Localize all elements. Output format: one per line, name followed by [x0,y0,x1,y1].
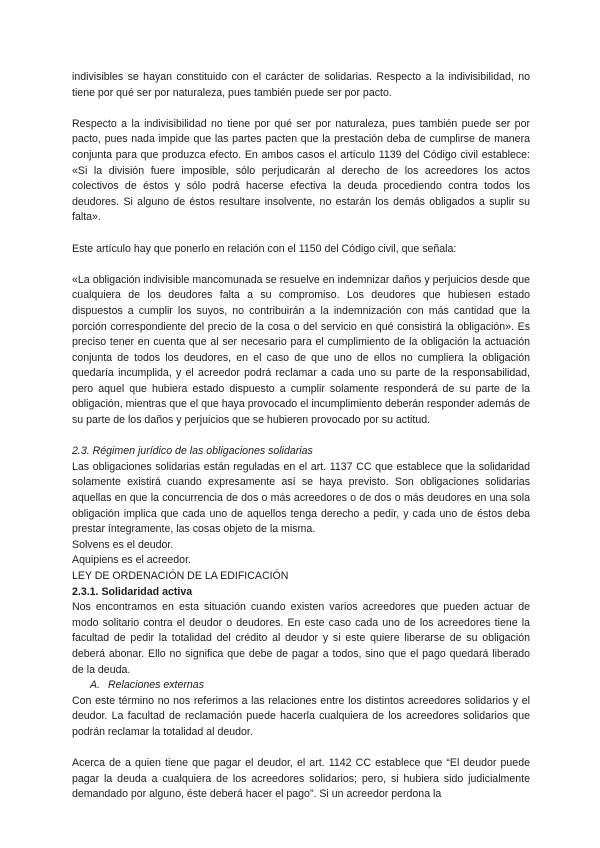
section-heading-regimen-juridico: 2.3. Régimen jurídico de las obligaciones solidarias [72,445,313,458]
item-heading-title: Relaciones externas [108,679,204,692]
document-page [72,70,530,803]
paragraph-relaciones-externas: Con este término no nos referimos a las relaciones entre los distintos acreedores solidarios y el deudor. La facultad de reclamación puede hacerla cualquiera de los acreedores solidarios que podrán reclamar la totalidad al deudor. [72,694,530,738]
paragraph-indivisibles: indivisibles se hayan constituido con el carácter de solidarias. Respecto a la indivisibilidad, no tiene por qué ser por naturaleza, pues también puede ser por pacto. [72,71,530,99]
paragraph-quote-1150: «La obligación indivisible mancomunada se resuelve en indemnizar daños y perjuicios desde que cualquiera de los deudores falta a su compromiso. Los deudores que hubiesen estado dispuestos a cumplir los suyos, no contribuirán a la indemnización con más cantidad que la porción correspondiente del precio de la cosa o del servicio en qué consistirá la obligación». Es preciso tener en cuenta que al ser necesario para el cumplimiento de la obligación la actuación conjunta de todos los deudores, en el caso de que uno de ellos no cumpliera la obligación quedaría incumplida, y el acreedor podrá reclamar a cada uno su parte de la responsabilidad, pero aquel que hubiera estado dispuesto a cumplir solamente responderá de su parte de la obligación, mientras que el que haya provocado el incumplimiento deberán responder además de su parte de los daños y perjuicios que se hubieren provocado por su actitud. [72,273,530,427]
paragraph-obligaciones-solidarias: Las obligaciones solidarias están reguladas en el art. 1137 CC que establece que la solidaridad solamente existirá cuando expresamente así se haya previsto. Son obligaciones solidarias aquellas en que la concurrencia de dos o más acreedores o de dos o más deudores en una sola obligación implica que cada uno de aquellos tenga derecho a pedir, y cada uno de éstos deba prestar íntegramente, las cosas objeto de la misma. [72,460,530,536]
line-solvens: Solvens es el deudor. [72,538,174,551]
subsection-heading-solidaridad-activa: 2.3.1. Solidaridad activa [72,585,193,598]
item-heading-number: A. [90,679,101,692]
paragraph-relacion-1150: Este artículo hay que ponerlo en relación con el 1150 del Código civil, que señala: [72,242,457,255]
line-aquipiens: Aquipiens es el acreedor. [72,554,191,567]
item-heading-relaciones-externas [72,678,530,694]
paragraph-pago-deudor: Acerca de a quien tiene que pagar el deudor, el art. 1142 CC establece que “El deudor puede pagar la deuda a cualquiera de los acreedores solidarios; pero, si hubiera sido judicialmente demandado por alguno, éste deberá hacer el pago”. Si un acreedor perdona la [72,757,530,801]
paragraph-solidaridad-activa: Nos encontramos en esta situación cuando existen varios acreedores que pueden actuar de modo solitario contra el deudor o deudores. En este caso cada uno de los acreedores tiene la facultad de pedir la totalidad del crédito al deudor y si este quiere liberarse de su obligación deberá abonar. Ello no significa que debe de pagar a todos, sino que el pago quedará liberado de la deuda. [72,601,530,676]
line-ley-ordenacion: LEY DE ORDENACIÓN DE LA EDIFICACIÓN [72,570,289,582]
paragraph-indivisibilidad-pacto: Respecto a la indivisibilidad no tiene por qué ser por naturaleza, pues también puede ser por pacto, pues nada impide que las partes pacten que la prestación deba de cumplirse de manera conjunta para que produzca efecto. En ambos casos el artículo 1139 del Código civil establece: «Si la división fuere imposible, sólo perjudicarán al derecho de los acreedores los actos colectivos de éstos y sólo podrá hacerse efectiva la deuda procediendo contra todos los deudores. Si alguno de éstos resultare insolvente, no estarán los demás obligados a suplir su falta». [72,117,530,224]
